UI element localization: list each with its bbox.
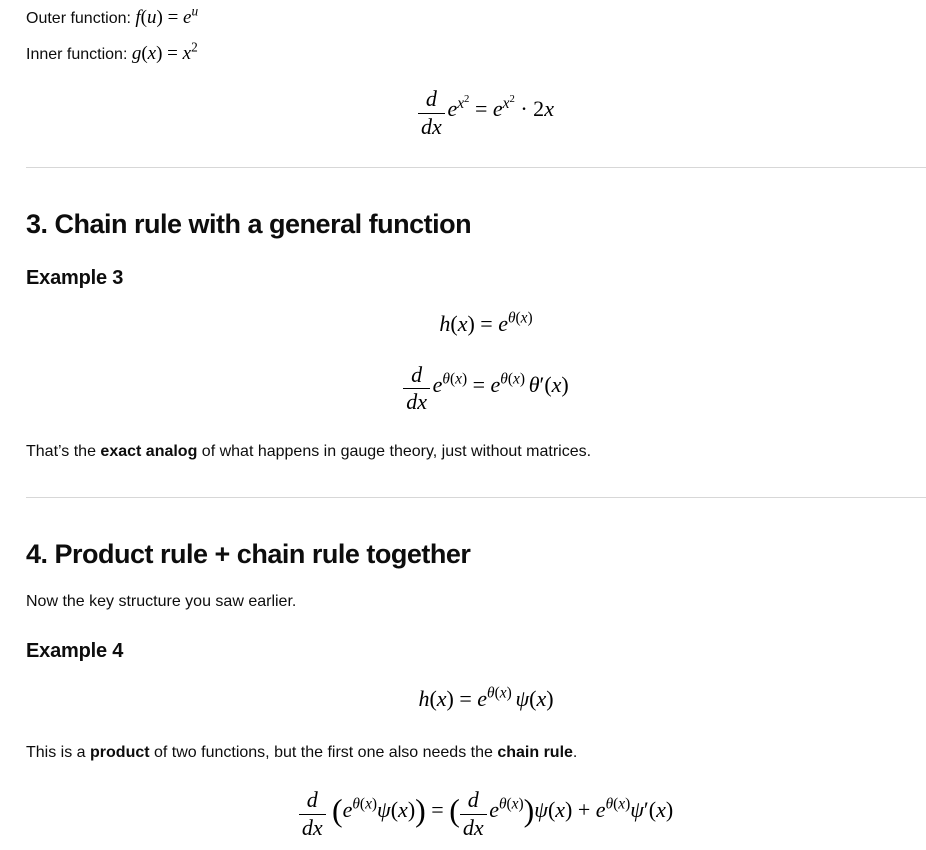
math-token: =	[425, 797, 450, 823]
math-token: x	[398, 797, 408, 823]
math-token: θ	[507, 309, 516, 327]
fraction	[299, 788, 326, 840]
superscript	[457, 92, 470, 112]
math-token: θ	[442, 370, 450, 388]
section-4-heading: 4. Product rule + chain rule together	[26, 539, 471, 570]
math-token: e	[183, 7, 192, 28]
math-token: )	[415, 792, 426, 828]
superscript	[191, 4, 198, 19]
math-token: x	[457, 310, 468, 336]
math-token: (	[506, 795, 512, 813]
math-token: d	[460, 788, 487, 815]
math-token: d	[403, 363, 430, 390]
superscript	[191, 39, 198, 54]
equation-exp-x-squared-derivative	[26, 87, 926, 139]
text-run: exact analog	[100, 442, 198, 460]
inner-function-label: Inner function:	[26, 45, 132, 63]
superscript	[508, 310, 533, 327]
math-token: e	[498, 310, 508, 336]
fraction	[460, 788, 487, 840]
math-token: ) =	[467, 310, 499, 336]
math-token: (	[429, 685, 437, 711]
math-token: x	[455, 370, 462, 388]
text-run: chain rule	[497, 743, 573, 761]
math-token: θ	[528, 371, 540, 397]
math-token: e	[432, 371, 443, 397]
superscript	[606, 796, 631, 813]
math-token: x	[365, 795, 372, 813]
math-token: u	[191, 3, 199, 19]
math-token: )	[665, 797, 674, 823]
math-token: (	[648, 797, 657, 823]
math-token: x	[656, 797, 666, 823]
math-token: (	[449, 792, 460, 828]
math-token: θ	[352, 795, 360, 813]
math-token: x	[520, 309, 528, 327]
math-token: =	[469, 96, 493, 122]
math-token: e	[342, 797, 353, 823]
math-token: · 2	[514, 96, 545, 122]
math-token: x	[544, 96, 554, 122]
math-token: θ	[487, 684, 495, 702]
math-token: )	[519, 370, 525, 388]
math-token: )	[625, 795, 631, 813]
math-token: (	[494, 684, 500, 702]
math-token: )	[527, 309, 533, 327]
product-chain-paragraph	[26, 742, 926, 764]
superscript	[502, 92, 515, 112]
math-token: x	[147, 42, 157, 64]
section-4-intro-paragraph: Now the key structure you saw earlier.	[26, 592, 297, 610]
math-token: (	[449, 370, 456, 388]
math-token: )	[461, 370, 468, 388]
outer-function-label: Outer function:	[26, 10, 136, 27]
math-token: θ	[500, 370, 508, 388]
math-token: x	[182, 42, 192, 64]
math-token: e	[447, 96, 458, 122]
math-token: x	[502, 94, 510, 112]
math-token: (	[331, 792, 343, 828]
section-divider	[26, 167, 926, 168]
math-token: x	[536, 685, 547, 711]
math-token: (	[450, 310, 458, 336]
math-token: ) =	[446, 685, 478, 711]
math-token: g	[131, 42, 142, 64]
math-token: d	[418, 87, 445, 114]
math-token: ψ	[630, 797, 644, 823]
text-run: That’s the	[26, 442, 101, 460]
inner-function-math	[131, 39, 198, 64]
math-token: 2	[509, 92, 515, 105]
math-token: e	[595, 797, 606, 823]
math-token: ) =	[156, 42, 183, 64]
math-token: ψ	[534, 797, 548, 823]
math-token: +	[572, 797, 596, 823]
math-token: (	[359, 795, 366, 813]
section-3-heading: 3. Chain rule with a general function	[26, 209, 472, 240]
math-token: )	[561, 371, 569, 397]
math-token: e	[492, 96, 503, 122]
inner-function-line	[26, 41, 926, 68]
math-token: h	[418, 685, 430, 711]
math-token: (	[544, 371, 552, 397]
math-token: x	[457, 94, 465, 112]
math-token: θ	[605, 795, 614, 813]
math-token: u	[147, 7, 157, 28]
math-token: ψ	[515, 685, 530, 711]
superscript	[499, 796, 524, 813]
text-run: This is a	[26, 743, 91, 761]
math-token: e	[477, 685, 488, 711]
text-run: .	[572, 743, 578, 761]
example-3-heading: Example 3	[26, 266, 124, 289]
superscript	[500, 370, 525, 387]
math-token: )	[518, 795, 524, 813]
math-token: θ	[498, 795, 507, 813]
math-token: =	[467, 371, 491, 397]
superscript	[442, 370, 467, 387]
gauge-analogy-paragraph	[26, 441, 926, 463]
equation-h-product-definition	[26, 684, 926, 714]
outer-function-line	[26, 5, 926, 32]
math-token: (	[507, 370, 513, 388]
math-token: 2	[191, 39, 198, 55]
math-token: 2	[464, 92, 470, 105]
math-token: (	[529, 685, 537, 711]
math-token: (	[515, 309, 521, 327]
example-4-heading: Example 4	[26, 639, 124, 662]
math-token: f	[135, 7, 141, 28]
math-token: x	[512, 370, 520, 388]
math-token: x	[436, 685, 447, 711]
math-token: )	[565, 797, 573, 823]
math-token: )	[407, 797, 416, 823]
math-token: d	[299, 788, 326, 815]
fraction	[403, 363, 430, 415]
math-token: (	[140, 7, 147, 28]
section-divider	[26, 497, 926, 498]
text-run: of two functions, but the first one also needs the	[149, 743, 498, 761]
math-token: (	[390, 797, 399, 823]
math-token: )	[506, 684, 512, 702]
math-token: ′	[539, 371, 545, 397]
math-token: e	[489, 797, 499, 823]
superscript	[487, 685, 512, 702]
math-token: )	[523, 792, 535, 828]
math-token: x	[618, 795, 626, 813]
superscript	[352, 796, 377, 813]
equation-product-plus-chain-rule	[26, 788, 926, 840]
math-token: x	[551, 371, 562, 397]
math-token: dx	[462, 814, 484, 840]
text-run: product	[90, 743, 150, 761]
math-token: )	[546, 685, 554, 711]
equation-h-definition	[26, 309, 926, 339]
math-token: (	[613, 795, 619, 813]
math-token: (	[141, 42, 148, 64]
math-token: dx	[421, 113, 442, 139]
math-token: ) =	[156, 7, 184, 28]
outer-function-math	[135, 3, 199, 28]
math-token: ψ	[377, 797, 391, 823]
math-token: x	[555, 797, 566, 823]
fraction	[418, 87, 445, 139]
equation-chain-rule-general	[26, 363, 926, 415]
math-token: e	[490, 371, 501, 397]
math-token: x	[511, 795, 519, 813]
math-token: h	[439, 310, 451, 336]
math-token: dx	[406, 389, 428, 415]
text-run: of what happens in gauge theory, just without matrices.	[197, 442, 592, 460]
math-token: )	[371, 795, 378, 813]
math-token: dx	[301, 814, 323, 840]
math-token: (	[547, 797, 556, 823]
math-token: ′	[643, 797, 649, 823]
math-token: x	[499, 684, 507, 702]
